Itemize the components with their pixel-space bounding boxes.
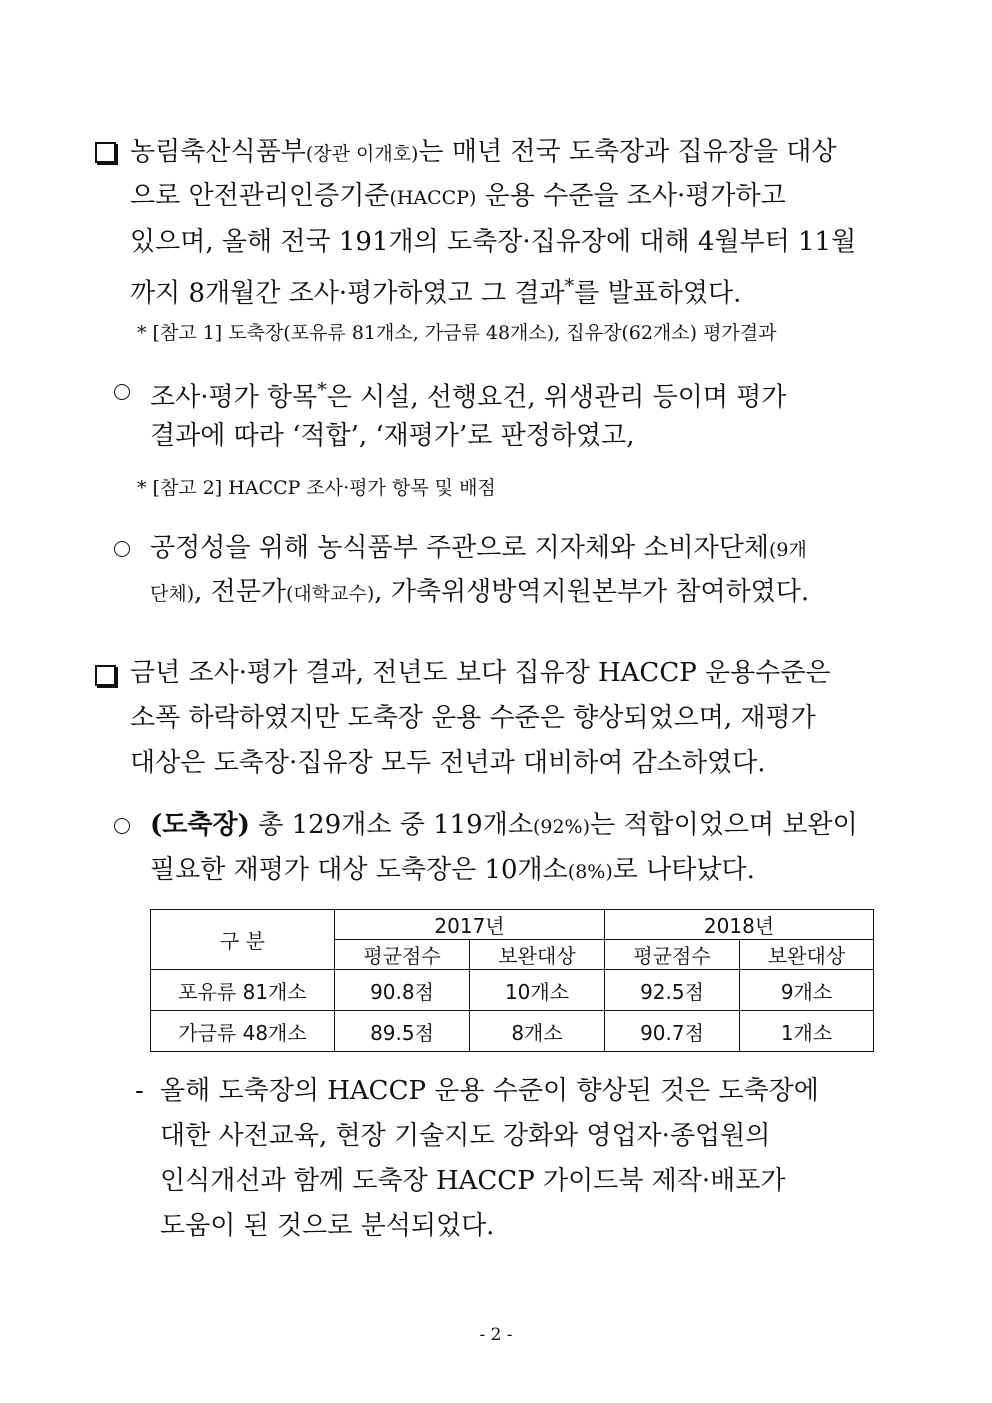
s1-line-4: 까지 8개월간 조사·평가하였고 그 결과*를 발표하였다.	[130, 275, 742, 309]
table-header-year: 2018년	[605, 910, 874, 940]
s1-bullet2-line1: 공정성을 위해 농식품부 주관으로 지자체와 소비자단체(9개	[150, 533, 807, 563]
circle-bullet-icon	[114, 384, 130, 400]
s1-footnote-1: * [참고 1] 도축장(포유류 81개소, 가금류 48개소), 집유장(62개소) 평가결과	[137, 322, 777, 344]
circle-bullet-icon	[114, 541, 130, 557]
table-cell: 8개소	[470, 1011, 605, 1052]
s2-dash-line-3: 인식개선과 함께 도축장 HACCP 가이드북 제작·배포가	[160, 1166, 786, 1196]
evaluation-table	[150, 909, 874, 1052]
table-cell: 90.7점	[605, 1011, 740, 1052]
table-subheader: 보완대상	[740, 940, 874, 970]
table-cell: 1개소	[740, 1011, 874, 1052]
table-row	[151, 970, 874, 1011]
s2-bullet-line1: (도축장) 총 129개소 중 119개소(92%)는 적합이었으며 보완이	[150, 810, 858, 840]
table-cell: 89.5점	[335, 1011, 470, 1052]
dash-bullet: -	[135, 1076, 144, 1106]
s1-line-1: 농림축산식품부(장관 이개호)는 매년 전국 도축장과 집유장을 대상	[130, 137, 837, 167]
s2-dash-line-2: 대한 사전교육, 현장 기술지도 강화와 영업자·종업원의	[160, 1121, 771, 1151]
s2-line-2: 소폭 하락하였지만 도축장 운용 수준은 향상되었으며, 재평가	[130, 703, 816, 733]
s1-bullet2-line2: 단체), 전문가(대학교수), 가축위생방역지원본부가 참여하였다.	[150, 577, 810, 607]
s2-bullet-line2: 필요한 재평가 대상 도축장은 10개소(8%)로 나타났다.	[150, 855, 755, 885]
circle-bullet-icon	[114, 818, 130, 834]
s1-bullet1-line2: 결과에 따라 ‘적합’, ‘재평가’로 판정하였고,	[150, 421, 635, 451]
s1-footnote-2: * [참고 2] HACCP 조사·평가 항목 및 배점	[137, 477, 496, 499]
s2-line-3: 대상은 도축장·집유장 모두 전년과 대비하여 감소하였다.	[130, 748, 766, 778]
table-cell: 포유류 81개소	[151, 970, 335, 1011]
table-cell: 가금류 48개소	[151, 1011, 335, 1052]
s2-dash-line-4: 도움이 된 것으로 분석되었다.	[160, 1211, 495, 1241]
s1-line-3: 있으며, 올해 전국 191개의 도축장·집유장에 대해 4월부터 11월	[130, 227, 857, 257]
s2-dash-line-1: 올해 도축장의 HACCP 운용 수준이 향상된 것은 도축장에	[160, 1076, 819, 1106]
table-cell: 10개소	[470, 970, 605, 1011]
s2-line-1: 금년 조사·평가 결과, 전년도 보다 집유장 HACCP 운용수준은	[130, 658, 831, 688]
table-row	[151, 1011, 874, 1052]
table-subheader: 평균점수	[605, 940, 740, 970]
table-subheader: 보완대상	[470, 940, 605, 970]
table-cell: 9개소	[740, 970, 874, 1011]
page-number: - 2 -	[479, 1325, 513, 1345]
table-header-year: 2017년	[335, 910, 605, 940]
checkbox-icon	[95, 665, 116, 686]
table-cell: 90.8점	[335, 970, 470, 1011]
checkbox-icon	[95, 142, 116, 163]
table-subheader: 평균점수	[335, 940, 470, 970]
table-cell: 92.5점	[605, 970, 740, 1011]
table-header-category: 구 분	[151, 910, 335, 970]
s1-bullet1-line1: 조사·평가 항목*은 시설, 선행요건, 위생관리 등이며 평가	[150, 379, 787, 413]
s1-line-2: 으로 안전관리인증기준(HACCP) 운용 수준을 조사·평가하고	[130, 181, 786, 211]
